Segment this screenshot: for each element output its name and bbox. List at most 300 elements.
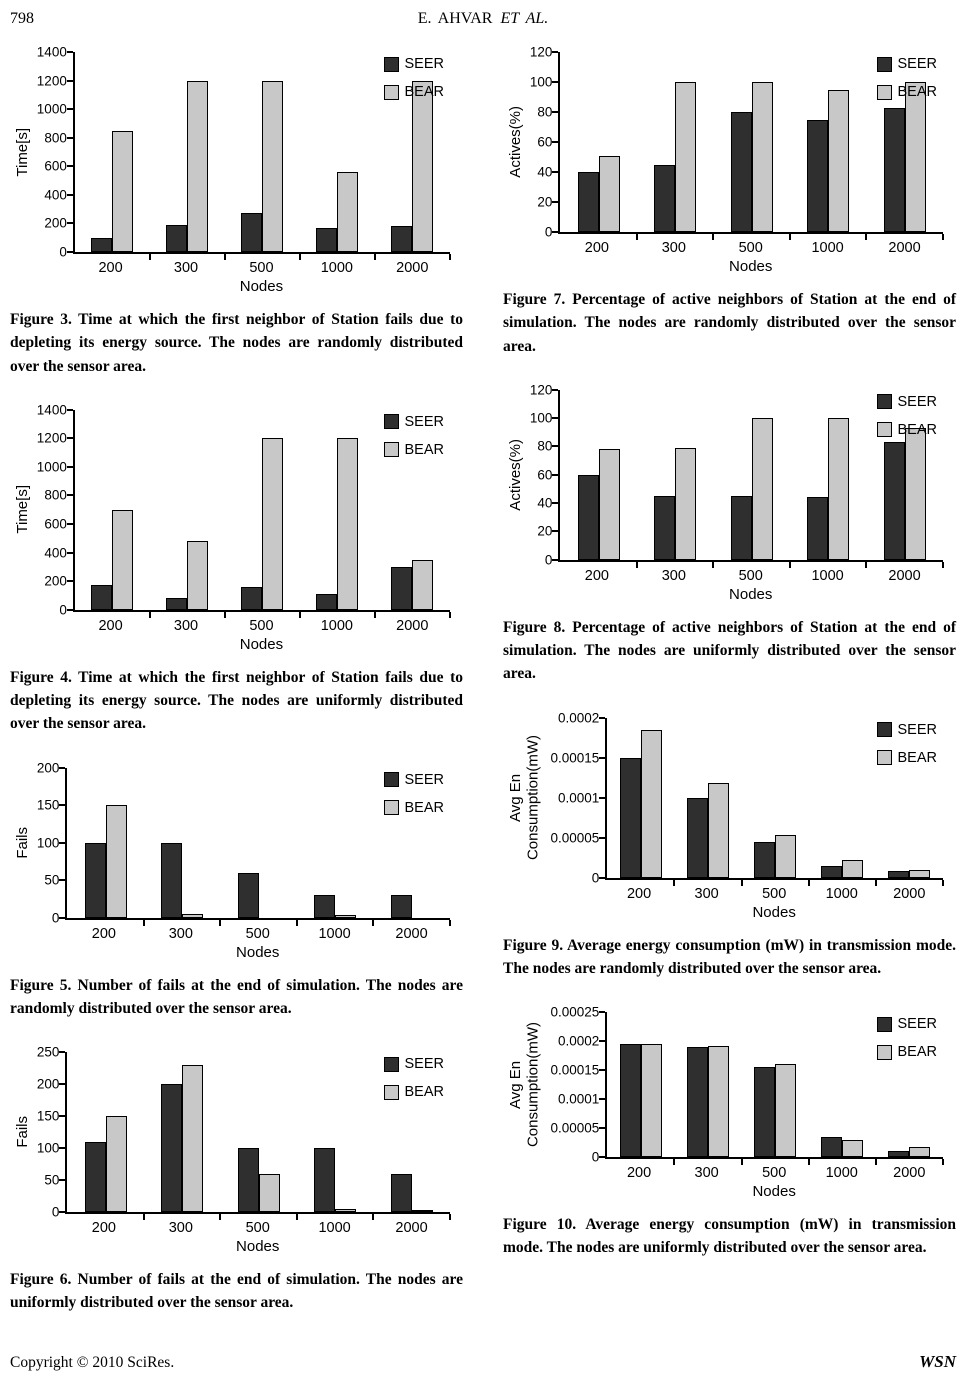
x-tick-mark bbox=[372, 920, 374, 926]
y-tick-mark bbox=[67, 437, 73, 439]
plot-area bbox=[605, 718, 943, 880]
right-column bbox=[503, 46, 956, 1347]
figure-8-chart bbox=[507, 382, 943, 603]
y-tick-label: 20 bbox=[537, 194, 553, 210]
y-tick-mark bbox=[552, 171, 558, 173]
bar-group bbox=[790, 52, 867, 232]
legend-swatch-seer bbox=[384, 1057, 399, 1072]
bar-bear bbox=[335, 915, 356, 917]
x-tick-label: 1000 bbox=[318, 925, 351, 942]
y-tick-label: 1400 bbox=[36, 402, 67, 418]
bar-group bbox=[220, 768, 297, 918]
x-tick-mark bbox=[789, 562, 791, 568]
y-tick-mark bbox=[599, 797, 605, 799]
x-tick-label: 300 bbox=[694, 885, 719, 902]
bar-bear bbox=[752, 82, 773, 232]
y-tick-label: 1000 bbox=[36, 459, 67, 475]
y-tick-mark bbox=[552, 445, 558, 447]
x-tick-label: 300 bbox=[694, 1165, 719, 1181]
x-tick-mark bbox=[449, 612, 451, 618]
x-tick-label: 1000 bbox=[320, 617, 353, 634]
bar-group bbox=[67, 1052, 144, 1212]
y-axis-ticks bbox=[31, 1044, 65, 1220]
y-tick-label: 0.0001 bbox=[558, 1091, 600, 1107]
legend bbox=[875, 1014, 940, 1062]
y-tick-mark bbox=[599, 717, 605, 719]
y-tick-mark bbox=[599, 837, 605, 839]
bar-group bbox=[637, 390, 714, 560]
x-tick-label: 200 bbox=[98, 260, 123, 276]
bar-bear bbox=[337, 172, 358, 252]
figure-4 bbox=[10, 402, 463, 736]
bar-seer bbox=[578, 475, 599, 560]
legend-label-bear: BEAR bbox=[897, 749, 937, 766]
x-axis-title: Nodes bbox=[239, 635, 284, 653]
x-tick-mark bbox=[808, 880, 810, 886]
bar-group bbox=[225, 410, 300, 610]
x-tick-label: 300 bbox=[661, 240, 686, 256]
bar-bear bbox=[675, 448, 696, 560]
bar-seer bbox=[821, 866, 842, 878]
legend-swatch-bear bbox=[877, 85, 892, 100]
y-tick-label: 0 bbox=[51, 1204, 60, 1220]
bar-bear bbox=[599, 156, 620, 233]
x-axis-title: Nodes bbox=[752, 1183, 796, 1200]
bar-group bbox=[75, 52, 150, 252]
y-tick-label: 0.00025 bbox=[550, 1004, 600, 1020]
bar-seer bbox=[391, 567, 412, 610]
y-tick-label: 800 bbox=[44, 487, 67, 503]
y-tick-mark bbox=[552, 201, 558, 203]
legend bbox=[875, 54, 940, 102]
y-tick-mark bbox=[67, 51, 73, 53]
x-tick-label: 200 bbox=[91, 1220, 116, 1236]
x-tick-mark bbox=[673, 1159, 675, 1165]
running-head bbox=[10, 10, 956, 28]
bar-bear bbox=[828, 418, 849, 560]
bar-seer bbox=[620, 758, 641, 878]
x-tick-label: 200 bbox=[626, 1165, 652, 1181]
x-tick-mark bbox=[149, 612, 151, 618]
y-tick-mark bbox=[59, 1051, 65, 1053]
y-tick-mark bbox=[59, 1147, 65, 1149]
x-tick-label: 200 bbox=[584, 567, 609, 584]
y-tick-label: 0 bbox=[51, 910, 60, 925]
y-tick-mark bbox=[599, 757, 605, 759]
x-tick-mark bbox=[741, 1159, 743, 1165]
bar-seer bbox=[687, 1047, 708, 1157]
bar-group bbox=[607, 718, 674, 878]
bar-bear bbox=[106, 1116, 127, 1212]
chart bbox=[14, 402, 450, 653]
figure-3-caption: Figure 3. Time at which the first neighbor of Station fails due to depleting its energy source. The nodes are randomly distributed over the sensor area. bbox=[10, 311, 463, 375]
legend-item-seer bbox=[384, 414, 445, 430]
y-tick-mark bbox=[67, 580, 73, 582]
bar-seer bbox=[241, 587, 262, 610]
legend-item-bear bbox=[877, 750, 938, 766]
x-tick-mark bbox=[219, 1214, 221, 1220]
y-tick-mark bbox=[552, 51, 558, 53]
x-tick-label: 500 bbox=[249, 260, 274, 276]
legend-item-bear bbox=[384, 84, 445, 100]
x-tick-mark bbox=[143, 920, 145, 926]
bar-group bbox=[674, 1012, 741, 1157]
figure-6-caption: Figure 6. Number of fails at the end of simulation. The nodes are uniformly distributed over the sensor area. bbox=[10, 1271, 463, 1312]
y-tick-label: 150 bbox=[36, 797, 60, 813]
page-footer bbox=[10, 1352, 956, 1372]
y-tick-label: 0.0002 bbox=[558, 1033, 600, 1049]
bar-group bbox=[150, 410, 225, 610]
bar-seer bbox=[166, 598, 187, 609]
y-tick-mark bbox=[67, 466, 73, 468]
y-tick-label: 0 bbox=[591, 1149, 600, 1165]
x-axis-title: Nodes bbox=[729, 258, 773, 275]
y-tick-label: 250 bbox=[36, 1044, 60, 1060]
x-tick-mark bbox=[942, 562, 944, 568]
x-tick-mark bbox=[712, 234, 714, 240]
bar-seer bbox=[161, 1084, 182, 1212]
y-axis-ticks bbox=[542, 1004, 606, 1165]
y-tick-label: 40 bbox=[537, 495, 553, 511]
y-tick-label: 0.0002 bbox=[558, 710, 600, 725]
y-tick-label: 1200 bbox=[36, 430, 67, 446]
bar-seer bbox=[166, 225, 187, 252]
figure-7-caption: Figure 7. Percentage of active neighbors of Station at the end of simulation. The nodes are randomly distributed over the sensor area. bbox=[503, 291, 956, 355]
figure-7 bbox=[503, 44, 956, 358]
chart bbox=[14, 1044, 450, 1255]
x-tick-mark bbox=[149, 254, 151, 260]
plot-column bbox=[558, 52, 943, 275]
bar-seer bbox=[654, 496, 675, 560]
y-tick-label: 200 bbox=[36, 760, 60, 775]
figure-5-chart bbox=[14, 760, 450, 961]
y-tick-label: 1400 bbox=[36, 44, 67, 60]
y-tick-label: 150 bbox=[36, 1108, 60, 1124]
bar-bear bbox=[708, 1046, 729, 1157]
y-tick-mark bbox=[59, 1179, 65, 1181]
legend-label-seer: SEER bbox=[404, 1056, 444, 1072]
x-tick-label: 300 bbox=[173, 617, 199, 634]
bar-seer bbox=[884, 442, 905, 560]
legend-label-seer: SEER bbox=[897, 1016, 937, 1032]
legend-swatch-bear bbox=[384, 85, 399, 100]
legend bbox=[382, 54, 447, 102]
bar-seer bbox=[888, 1151, 909, 1157]
bar-group bbox=[713, 390, 790, 560]
y-axis-title: Actives(%) bbox=[507, 106, 524, 178]
chart bbox=[507, 382, 943, 603]
x-tick-label: 200 bbox=[91, 925, 116, 942]
x-axis-ticks bbox=[73, 612, 450, 634]
y-tick-label: 0 bbox=[544, 552, 553, 568]
y-tick-mark bbox=[67, 523, 73, 525]
x-axis-ticks bbox=[65, 920, 450, 942]
bar-bear bbox=[708, 783, 729, 877]
x-tick-label: 1000 bbox=[825, 1165, 858, 1181]
x-tick-mark bbox=[636, 234, 638, 240]
legend-swatch-seer bbox=[384, 57, 399, 72]
bar-seer bbox=[620, 1044, 641, 1157]
bar-bear bbox=[262, 438, 283, 609]
bar-bear bbox=[262, 81, 283, 252]
y-tick-mark bbox=[552, 231, 558, 233]
figure-3-chart bbox=[14, 44, 450, 295]
y-axis-title: Avg En Consumption(mW) bbox=[507, 734, 542, 861]
bar-bear bbox=[182, 914, 203, 918]
figure-9-chart bbox=[507, 710, 943, 921]
y-tick-label: 40 bbox=[537, 164, 553, 180]
legend-label-seer: SEER bbox=[897, 721, 937, 738]
y-tick-label: 100 bbox=[529, 410, 553, 426]
x-tick-label: 1000 bbox=[320, 260, 353, 276]
y-tick-label: 120 bbox=[529, 44, 553, 60]
running-head-author: E. AHVAR bbox=[417, 10, 493, 27]
bar-bear bbox=[259, 1174, 280, 1212]
y-tick-mark bbox=[552, 141, 558, 143]
x-tick-mark bbox=[741, 880, 743, 886]
bar-seer bbox=[391, 895, 412, 918]
legend-label-bear: BEAR bbox=[404, 441, 444, 458]
bar-seer bbox=[238, 1148, 259, 1212]
bar-bear bbox=[905, 82, 926, 232]
y-tick-mark bbox=[59, 879, 65, 881]
figure-9 bbox=[503, 710, 956, 981]
legend-item-bear bbox=[877, 1044, 938, 1060]
x-tick-mark bbox=[449, 254, 451, 260]
bar-bear bbox=[842, 1140, 863, 1157]
bar-seer bbox=[578, 172, 599, 232]
bar-seer bbox=[91, 238, 112, 252]
y-tick-mark bbox=[59, 1083, 65, 1085]
y-tick-label: 600 bbox=[44, 516, 67, 532]
y-tick-mark bbox=[599, 1156, 605, 1158]
figure-10-chart bbox=[507, 1004, 943, 1200]
legend-item-bear bbox=[877, 84, 938, 100]
bar-seer bbox=[731, 112, 752, 232]
bar-bear bbox=[412, 1210, 433, 1212]
bar-group bbox=[637, 52, 714, 232]
legend-swatch-seer bbox=[877, 722, 892, 737]
figure-5 bbox=[10, 760, 463, 1021]
y-tick-mark bbox=[599, 1098, 605, 1100]
y-tick-mark bbox=[552, 389, 558, 391]
legend-swatch-seer bbox=[877, 1017, 892, 1032]
y-tick-label: 100 bbox=[36, 835, 60, 850]
x-tick-mark bbox=[143, 1214, 145, 1220]
y-tick-mark bbox=[67, 194, 73, 196]
x-tick-mark bbox=[673, 880, 675, 886]
legend-label-seer: SEER bbox=[404, 413, 444, 430]
x-tick-label: 2000 bbox=[893, 885, 926, 902]
plot-area bbox=[65, 768, 450, 920]
y-tick-mark bbox=[59, 767, 65, 769]
y-tick-mark bbox=[552, 502, 558, 504]
bar-bear bbox=[182, 1065, 203, 1212]
bar-group bbox=[674, 718, 741, 878]
bar-bear bbox=[112, 510, 133, 610]
x-tick-label: 500 bbox=[762, 885, 787, 902]
plot-area bbox=[558, 390, 943, 562]
bar-bear bbox=[641, 1044, 662, 1157]
x-tick-label: 2000 bbox=[395, 925, 428, 942]
legend-label-seer: SEER bbox=[897, 56, 937, 72]
y-tick-mark bbox=[59, 842, 65, 844]
bar-seer bbox=[85, 843, 106, 918]
x-axis-title: Nodes bbox=[752, 903, 796, 921]
bar-seer bbox=[888, 871, 909, 877]
x-axis-title: Nodes bbox=[236, 1238, 280, 1255]
x-tick-mark bbox=[374, 254, 376, 260]
figure-10-caption: Figure 10. Average energy consumption (mW) in transmission mode. The nodes are uniformly distributed over the sensor area. bbox=[503, 1216, 956, 1257]
legend-swatch-seer bbox=[384, 414, 399, 429]
y-tick-label: 200 bbox=[44, 215, 67, 231]
page-header bbox=[10, 8, 956, 34]
bar-group bbox=[809, 1012, 876, 1157]
chart bbox=[507, 1004, 943, 1200]
y-tick-label: 60 bbox=[537, 467, 553, 483]
plot-column bbox=[605, 718, 943, 921]
x-tick-mark bbox=[942, 1159, 944, 1165]
bar-group bbox=[560, 390, 637, 560]
x-tick-mark bbox=[374, 612, 376, 618]
bar-group bbox=[300, 410, 375, 610]
x-tick-mark bbox=[875, 1159, 877, 1165]
figure-4-chart bbox=[14, 402, 450, 653]
legend-label-seer: SEER bbox=[897, 393, 937, 410]
bar-group bbox=[220, 1052, 297, 1212]
bar-bear bbox=[106, 805, 127, 918]
x-tick-label: 500 bbox=[762, 1165, 787, 1181]
x-axis-title: Nodes bbox=[239, 278, 284, 295]
x-tick-label: 1000 bbox=[825, 885, 858, 902]
x-tick-label: 500 bbox=[245, 925, 270, 942]
legend bbox=[382, 770, 447, 818]
y-tick-mark bbox=[67, 80, 73, 82]
x-tick-mark bbox=[449, 920, 451, 926]
y-axis-title: Actives(%) bbox=[507, 438, 524, 511]
x-tick-mark bbox=[875, 880, 877, 886]
bar-bear bbox=[187, 541, 208, 610]
bar-bear bbox=[412, 81, 433, 252]
bar-bear bbox=[335, 1209, 356, 1212]
bar-bear bbox=[675, 82, 696, 232]
y-tick-mark bbox=[67, 609, 73, 611]
x-tick-label: 1000 bbox=[811, 567, 844, 584]
x-tick-mark bbox=[224, 254, 226, 260]
plot-column bbox=[73, 52, 450, 295]
y-tick-label: 0.00005 bbox=[550, 830, 600, 845]
y-tick-mark bbox=[599, 877, 605, 879]
bar-bear bbox=[842, 860, 863, 878]
legend-item-seer bbox=[877, 722, 938, 738]
y-tick-mark bbox=[552, 530, 558, 532]
bar-bear bbox=[775, 835, 796, 877]
x-axis-ticks bbox=[65, 1214, 450, 1236]
y-tick-mark bbox=[67, 222, 73, 224]
page-number: 798 bbox=[10, 10, 34, 27]
figure-4-caption: Figure 4. Time at which the first neighbor of Station fails due to depleting its energy source. The nodes are uniformly distributed over the sensor area. bbox=[10, 668, 463, 733]
bar-group bbox=[809, 718, 876, 878]
x-tick-mark bbox=[372, 1214, 374, 1220]
x-tick-label: 1000 bbox=[811, 240, 844, 256]
bar-seer bbox=[807, 120, 828, 233]
x-tick-mark bbox=[449, 1214, 451, 1220]
x-tick-mark bbox=[942, 234, 944, 240]
y-tick-mark bbox=[67, 494, 73, 496]
y-axis-title: Time[s] bbox=[14, 485, 31, 535]
bar-group bbox=[144, 768, 221, 918]
x-axis-title: Nodes bbox=[729, 585, 773, 603]
legend-item-seer bbox=[877, 56, 938, 72]
legend-item-bear bbox=[384, 442, 445, 458]
y-tick-label: 100 bbox=[36, 1140, 60, 1156]
x-axis-title: Nodes bbox=[236, 943, 280, 961]
y-tick-label: 0.00005 bbox=[550, 1120, 600, 1136]
y-tick-mark bbox=[552, 81, 558, 83]
x-axis-ticks bbox=[558, 562, 943, 584]
x-tick-label: 300 bbox=[661, 567, 686, 584]
bar-group bbox=[225, 52, 300, 252]
figure-9-caption: Figure 9. Average energy consumption (mW) in transmission mode. The nodes are randomly distributed over the sensor area. bbox=[503, 936, 956, 977]
y-tick-mark bbox=[552, 559, 558, 561]
legend-label-seer: SEER bbox=[404, 771, 444, 788]
y-tick-label: 0 bbox=[591, 870, 600, 885]
bar-group bbox=[300, 52, 375, 252]
x-tick-label: 300 bbox=[173, 260, 199, 276]
bar-bear bbox=[641, 730, 662, 878]
y-tick-mark bbox=[599, 1040, 605, 1042]
x-tick-mark bbox=[636, 562, 638, 568]
bar-seer bbox=[314, 1148, 335, 1212]
bar-group bbox=[297, 1052, 374, 1212]
y-tick-label: 800 bbox=[44, 130, 67, 146]
figure-7-chart bbox=[507, 44, 943, 275]
y-tick-mark bbox=[59, 804, 65, 806]
legend-label-bear: BEAR bbox=[404, 799, 444, 816]
bar-group bbox=[75, 410, 150, 610]
legend-item-seer bbox=[384, 772, 445, 788]
x-axis-ticks bbox=[605, 880, 943, 902]
bar-seer bbox=[884, 108, 905, 233]
x-tick-label: 2000 bbox=[893, 1165, 926, 1181]
y-tick-label: 120 bbox=[529, 382, 553, 398]
bar-seer bbox=[754, 842, 775, 878]
legend-item-seer bbox=[877, 1016, 938, 1032]
chart bbox=[14, 760, 450, 961]
bar-group bbox=[297, 768, 374, 918]
bar-bear bbox=[337, 438, 358, 609]
y-tick-mark bbox=[67, 251, 73, 253]
legend bbox=[875, 720, 940, 768]
y-tick-mark bbox=[59, 1211, 65, 1213]
y-tick-mark bbox=[67, 552, 73, 554]
figure-8 bbox=[503, 382, 956, 686]
legend-swatch-bear bbox=[877, 750, 892, 765]
bar-seer bbox=[316, 594, 337, 610]
y-tick-label: 0.00015 bbox=[550, 1062, 600, 1078]
x-tick-label: 500 bbox=[738, 567, 763, 584]
figure-6-chart bbox=[14, 1044, 450, 1255]
bar-bear bbox=[909, 870, 930, 878]
bar-group bbox=[713, 52, 790, 232]
figure-5-caption: Figure 5. Number of fails at the end of simulation. The nodes are randomly distributed over the sensor area. bbox=[10, 976, 463, 1017]
y-tick-mark bbox=[67, 108, 73, 110]
plot-column bbox=[558, 390, 943, 603]
y-tick-mark bbox=[552, 417, 558, 419]
bar-group bbox=[150, 52, 225, 252]
y-axis-title: Time[s] bbox=[14, 127, 31, 177]
legend-item-seer bbox=[384, 56, 445, 72]
